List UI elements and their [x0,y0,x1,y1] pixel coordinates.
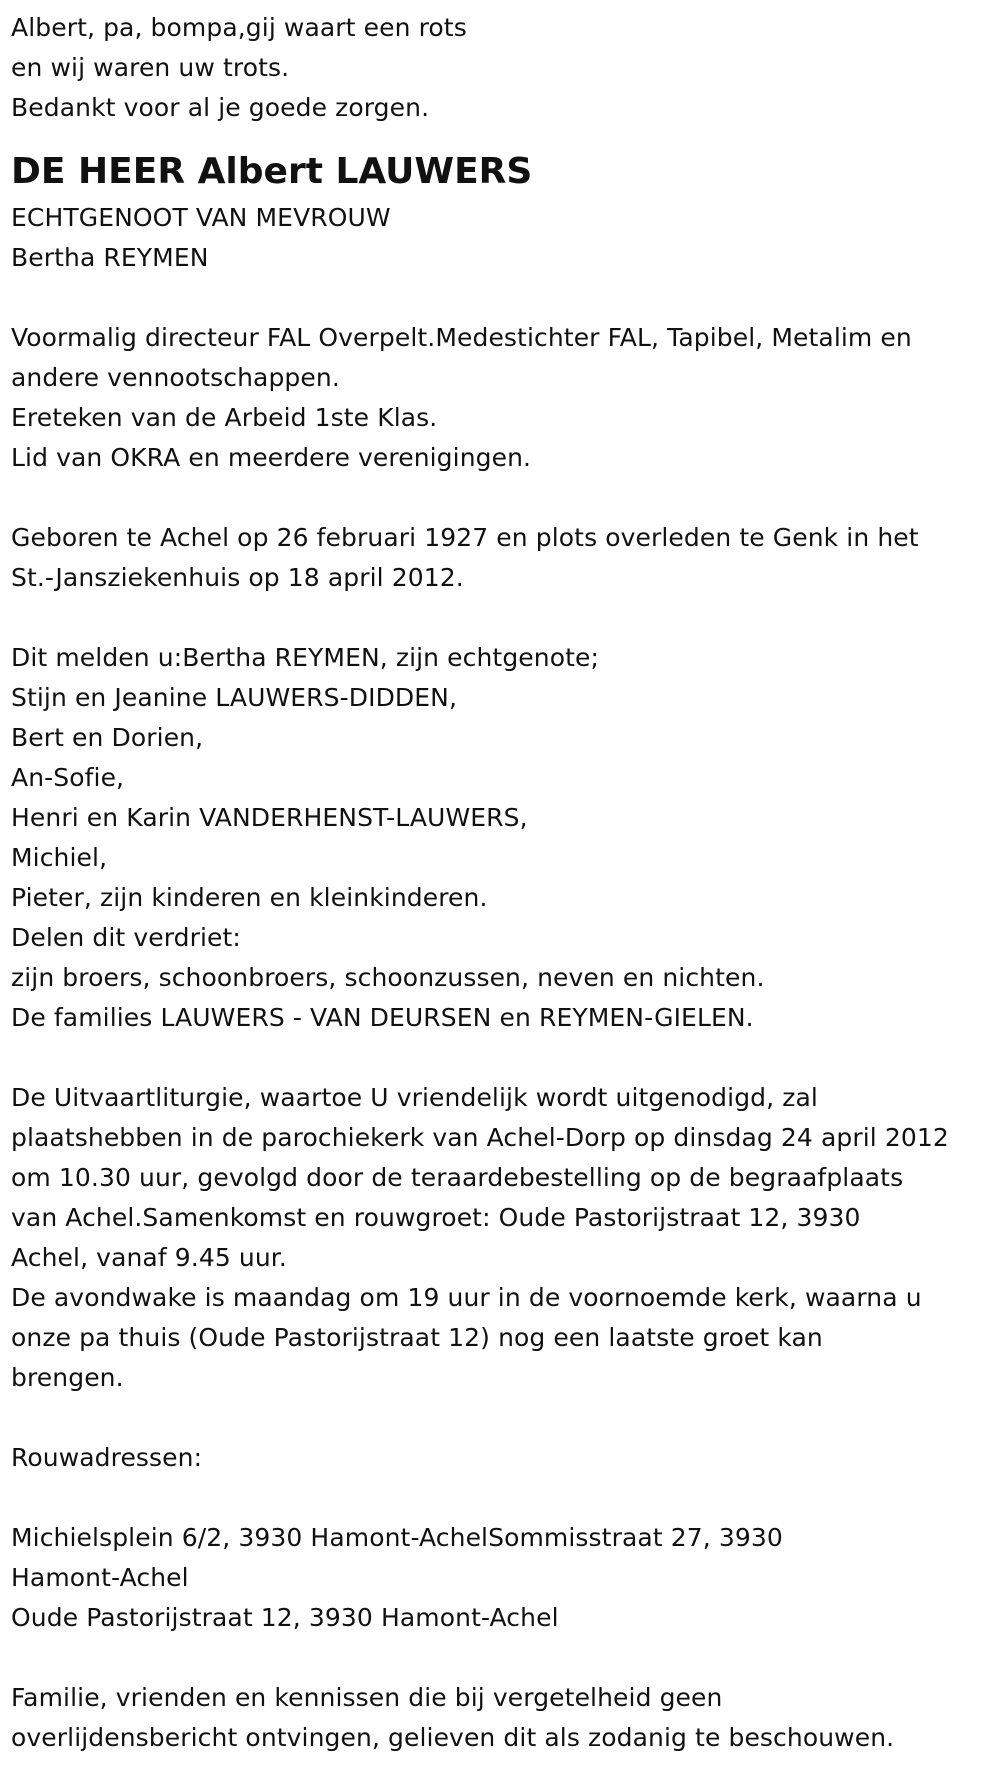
funeral-line: van Achel.Samenkomst en rouwgroet: Oude Pastorijstraat 12, 3930 [11,1203,861,1232]
family-line: Michiel, [11,843,108,872]
career-line: Ereteken van de Arbeid 1ste Klas. [11,403,438,432]
spouse-block [11,198,989,278]
spacer [11,598,989,638]
career-line: Voormalig directeur FAL Overpelt.Medestichter FAL, Tapibel, Metalim en [11,323,912,352]
address-line: Hamont-Achel [11,1563,189,1592]
address-line: Oude Pastorijstraat 12, 3930 Hamont-Achel [11,1603,559,1632]
funeral-line: brengen. [11,1363,124,1392]
address-line: Michielsplein 6/2, 3930 Hamont-AchelSommisstraat 27, 3930 [11,1523,783,1552]
family-line: De families LAUWERS - VAN DEURSEN en REYMEN-GIELEN. [11,1003,754,1032]
career-block [11,318,989,478]
spouse-line: Bertha REYMEN [11,243,209,272]
spacer [11,478,989,518]
family-line: Bert en Dorien, [11,723,204,752]
closing-line: Familie, vrienden en kennissen die bij vergetelheid geen [11,1683,723,1712]
poem-line: Bedankt voor al je goede zorgen. [11,93,430,122]
family-line: Henri en Karin VANDERHENST-LAUWERS, [11,803,528,832]
family-line: zijn broers, schoonbroers, schoonzussen, neven en nichten. [11,963,765,992]
closing-line: overlijdensbericht ontvingen, gelieven dit als zodanig te beschouwen. [11,1723,895,1752]
funeral-line: om 10.30 uur, gevolgd door de teraardebestelling op de begraafplaats [11,1163,904,1192]
career-line: Lid van OKRA en meerdere verenigingen. [11,443,532,472]
family-line: Delen dit verdriet: [11,923,241,952]
deceased-name-title: DE HEER Albert LAUWERS [11,151,533,192]
funeral-line: De Uitvaartliturgie, waartoe U vriendelijk wordt uitgenodigd, zal [11,1083,818,1112]
birth-death-block [11,518,989,598]
spacer [11,1038,989,1078]
funeral-line: Achel, vanaf 9.45 uur. [11,1243,287,1272]
birth-death-line: Geboren te Achel op 26 februari 1927 en plots overleden te Genk in het [11,523,919,552]
addresses-heading: Rouwadressen: [11,1443,203,1472]
funeral-block [11,1078,989,1398]
addresses-block [11,1518,989,1638]
funeral-line: plaatshebben in de parochiekerk van Achel-Dorp op dinsdag 24 april 2012 [11,1123,949,1152]
spacer [11,278,989,318]
poem-line: Albert, pa, bompa,gij waart een rots [11,13,467,42]
funeral-line: De avondwake is maandag om 19 uur in de voornoemde kerk, waarna u [11,1283,922,1312]
poem-block [11,8,989,128]
closing-block [11,1678,989,1758]
family-line: Stijn en Jeanine LAUWERS-DIDDEN, [11,683,458,712]
poem-line: en wij waren uw trots. [11,53,290,82]
career-line: andere vennootschappen. [11,363,340,392]
family-line: Pieter, zijn kinderen en kleinkinderen. [11,883,488,912]
birth-death-line: St.-Jansziekenhuis op 18 april 2012. [11,563,464,592]
spouse-line: ECHTGENOOT VAN MEVROUW [11,203,391,232]
family-block [11,638,989,1038]
spacer [11,1398,989,1438]
family-line: An-Sofie, [11,763,125,792]
spacer [11,1638,989,1678]
family-line: Dit melden u:Bertha REYMEN, zijn echtgenote; [11,643,600,672]
spacer [11,1478,989,1518]
funeral-line: onze pa thuis (Oude Pastorijstraat 12) nog een laatste groet kan [11,1323,823,1352]
